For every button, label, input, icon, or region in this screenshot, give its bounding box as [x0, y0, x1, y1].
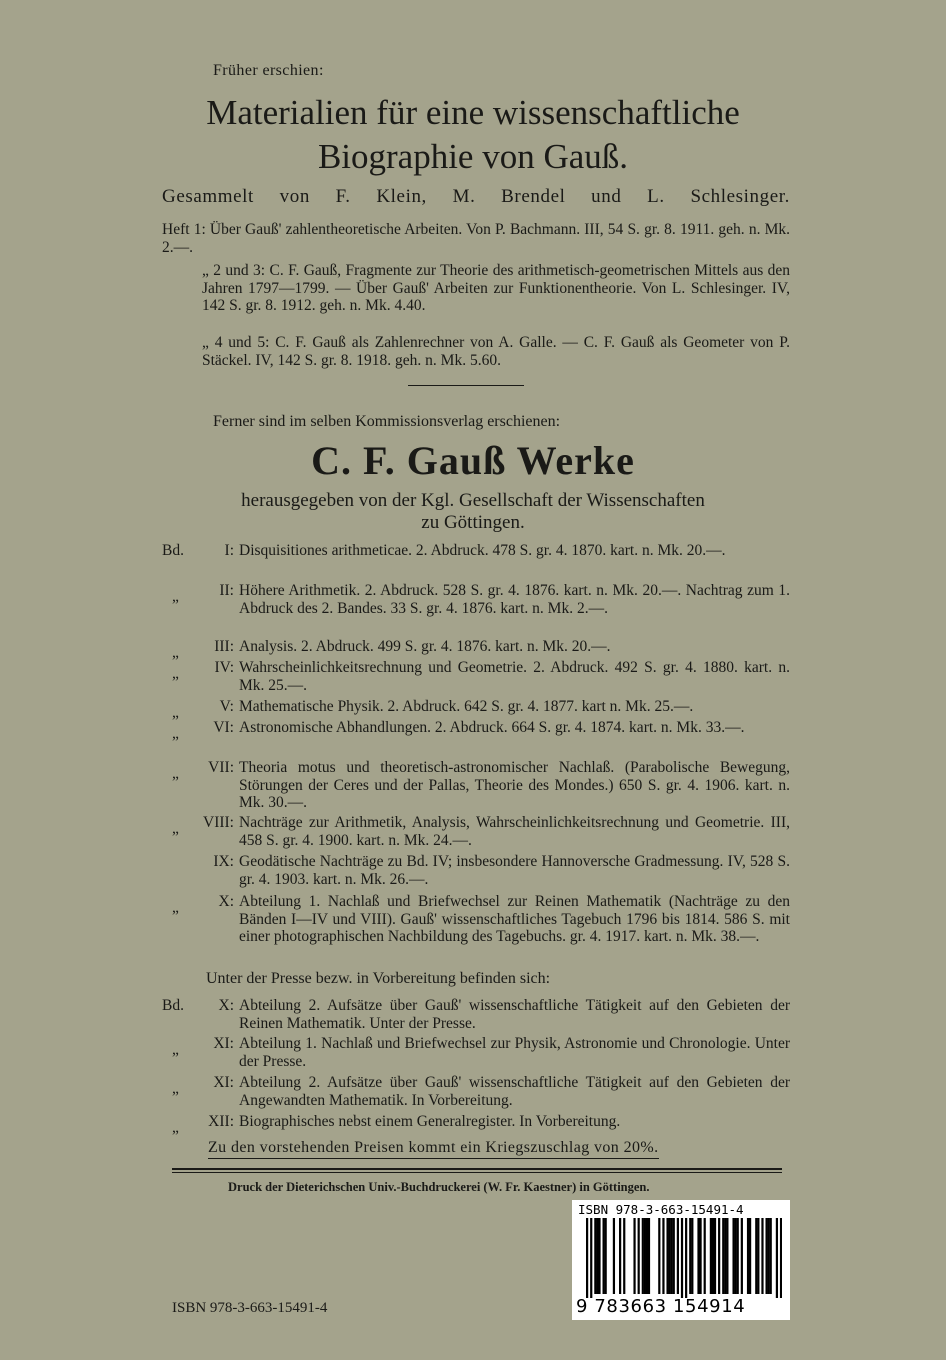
- barcode-bar: [699, 1218, 701, 1294]
- volume-text: Nachträge zur Arithmetik, Analysis, Wahrscheinlichkeitsrechnung und Geometrie. III, 458 S. gr. 4. 1900. kart. n. Mk. 24.—.: [239, 814, 790, 849]
- volume-entry: [162, 893, 790, 946]
- barcode-bar: [658, 1218, 660, 1294]
- press-intro: Unter der Presse bezw. in Vorbereitung befinden sich:: [206, 970, 551, 987]
- volume-number: IX:: [213, 853, 234, 870]
- barcode-bar: [605, 1218, 607, 1294]
- barcode-bar: [685, 1218, 687, 1298]
- volume-text: Abteilung 2. Aufsätze über Gauß' wissenschaftliche Tätigkeit auf den Gebieten der Angewandten Mathematik. In Vorbereitung.: [239, 1074, 790, 1109]
- volume-entry: [162, 853, 790, 888]
- volume-prefix: „: [172, 765, 179, 782]
- volume-number: X:: [218, 997, 234, 1014]
- collected-by: Gesammelt von F. Klein, M. Brendel und L. Schlesinger.: [162, 186, 790, 207]
- volume-prefix: Bd.: [162, 542, 184, 559]
- barcode-bar: [623, 1218, 625, 1294]
- barcode-bar: [633, 1218, 635, 1294]
- volume-prefix: „: [172, 644, 179, 661]
- volume-prefix: „: [172, 704, 179, 721]
- heft-entry: [162, 334, 790, 369]
- rule-thin: [172, 1172, 782, 1173]
- barcode-bar: [761, 1218, 763, 1294]
- volume-number: XI:: [213, 1074, 234, 1091]
- barcode-bar: [677, 1218, 679, 1294]
- barcode-bar: [768, 1218, 770, 1294]
- heft-entry: [162, 221, 790, 256]
- barcode-bar: [718, 1218, 720, 1294]
- barcode-bar: [666, 1218, 668, 1294]
- barcode-bar: [689, 1218, 691, 1294]
- barcode-bar: [671, 1218, 673, 1294]
- volume-number: VI:: [213, 719, 234, 736]
- barcode-bar: [590, 1218, 592, 1298]
- barcode-bar: [722, 1218, 724, 1294]
- barcode-bar: [747, 1218, 749, 1294]
- heft-text: C. F. Gauß als Zahlenrechner von A. Galle. — C. F. Gauß als Geometer von P. Stäckel. IV, 142 S. gr. 8. 1918. geh. n. Mk. 5.60.: [202, 334, 791, 369]
- volume-number: VIII:: [203, 814, 234, 831]
- barcode-bar: [724, 1218, 726, 1294]
- barcode-bar: [681, 1218, 683, 1298]
- volume-entry: [162, 698, 790, 721]
- rule-thick: [172, 1168, 782, 1170]
- barcode-bar: [770, 1218, 772, 1294]
- volume-text: Disquisitiones arithmeticae. 2. Abdruck. 478 S. gr. 4. 1870. kart. n. Mk. 20.—.: [239, 542, 726, 559]
- volume-text: Abteilung 1. Nachlaß und Briefwechsel zur Reinen Mathematik (Nachträge zu den Bänden I—IV und VIII). Gauß' wissenschaftliches Tagebuch 1796 bis 1814. 586 S. mit einer photographischen Nachbildung des Tagebuchs. gr. 4. 1917. kart. n. Mk. 38.—.: [239, 893, 790, 945]
- barcode-bar: [598, 1218, 600, 1294]
- volume-text: Höhere Arithmetik. 2. Abdruck. 528 S. gr. 4. 1876. kart. n. Mk. 20.—. Nachtrag zum 1. Abdruck des 2. Bandes. 33 S. gr. 4. 1876. kart. n. Mk. 2.—.: [239, 582, 790, 617]
- book-title-line1: Materialien für eine wissenschaftliche: [206, 93, 740, 132]
- barcode-bar: [669, 1218, 671, 1294]
- barcode-bar: [712, 1218, 714, 1294]
- barcode-bar: [691, 1218, 693, 1294]
- volume-text: Abteilung 2. Aufsätze über Gauß' wissenschaftliche Tätigkeit auf den Gebieten der Reinen Mathematik. Unter der Presse.: [239, 997, 790, 1032]
- barcode-bar: [648, 1218, 650, 1294]
- barcode-bar: [596, 1218, 598, 1294]
- volume-entry: [162, 997, 790, 1032]
- barcode-bar: [642, 1218, 644, 1294]
- heft-prefix: „ 4 und 5:: [202, 334, 270, 351]
- volume-entry: [162, 638, 790, 661]
- volume-text: Wahrscheinlichkeitsrechnung und Geometrie. 2. Abdruck. 492 S. gr. 4. 1880. kart. n. Mk. 25.—.: [239, 659, 790, 694]
- volume-entry: [162, 1035, 790, 1070]
- barcode-bar: [710, 1218, 712, 1294]
- volume-text: Theoria motus und theoretisch-astronomischer Nachlaß. (Parabolische Bewegung, Störungen der Ceres und der Pallas, Theorie des Mondes.) 650 S. gr. 4. 1906. kart. n. Mk. 30.—.: [239, 759, 790, 811]
- surcharge-note: Zu den vorstehenden Preisen kommt ein Kriegszuschlag von 20%.: [208, 1139, 659, 1159]
- volume-number: VII:: [208, 759, 234, 776]
- barcode-bar: [765, 1218, 767, 1294]
- volume-text: Astronomische Abhandlungen. 2. Abdruck. 664 S. gr. 4. 1874. kart. n. Mk. 33.—.: [239, 719, 745, 736]
- editor-line1: herausgegeben von der Kgl. Gesellschaft der Wissenschaften: [241, 490, 705, 511]
- volume-number: IV:: [214, 659, 234, 676]
- volume-number: III:: [214, 638, 234, 655]
- barcode-bar: [613, 1218, 615, 1294]
- barcode-isbn-label: ISBN 978-3-663-15491-4: [578, 1202, 744, 1217]
- volume-prefix: „: [172, 820, 179, 837]
- divider-short: [408, 385, 524, 386]
- volume-prefix: „: [172, 1041, 179, 1058]
- volume-entry: [162, 759, 790, 812]
- barcode-bar: [780, 1218, 782, 1298]
- volume-prefix: „: [172, 1119, 179, 1136]
- volume-number: XII:: [208, 1113, 234, 1130]
- volume-text: Geodätische Nachträge zu Bd. IV; insbesondere Hannoversche Gradmessung. IV, 528 S. gr. 4. 1903. kart. n. Mk. 26.—.: [239, 853, 790, 888]
- volume-text: Mathematische Physik. 2. Abdruck. 642 S. gr. 4. 1877. kart n. Mk. 25.—.: [239, 698, 694, 715]
- volume-entry: [162, 542, 790, 560]
- heft-prefix: „ 2 und 3:: [202, 262, 266, 279]
- heft-text: C. F. Gauß, Fragmente zur Theorie des arithmetisch-geometrischen Mittels aus den Jahren 1797—1799. — Über Gauß' Arbeiten zur Funktionentheorie. Von L. Schlesinger. IV, 142 S. gr. 8. 1912. geh. n. Mk. 4.40.: [202, 262, 791, 314]
- barcode-bar: [594, 1218, 596, 1294]
- volume-number: I:: [224, 542, 234, 559]
- volume-prefix: „: [172, 665, 179, 682]
- volume-prefix: „: [172, 1080, 179, 1097]
- further-intro: Ferner sind im selben Kommissionsverlag erschienen:: [213, 413, 561, 430]
- barcode-digits: 9 783663 154914: [576, 1296, 746, 1317]
- barcode-bar: [662, 1218, 664, 1294]
- barcode-bar: [638, 1218, 640, 1294]
- volume-prefix: „: [172, 588, 179, 605]
- volume-text: Abteilung 1. Nachlaß und Briefwechsel zur Physik, Astronomie und Chronologie. Unter der Presse.: [239, 1035, 790, 1070]
- volume-text: Biographisches nebst einem Generalregister. In Vorbereitung.: [239, 1113, 621, 1130]
- volume-prefix: „: [172, 899, 179, 916]
- barcode-bar: [776, 1218, 778, 1298]
- volume-prefix: Bd.: [162, 997, 184, 1014]
- volume-prefix: „: [172, 725, 179, 742]
- barcode-bar: [603, 1218, 605, 1294]
- barcode-bar: [757, 1218, 759, 1294]
- barcode-bar: [749, 1218, 751, 1294]
- barcode-bar: [735, 1218, 737, 1294]
- volume-entry: [162, 814, 790, 849]
- barcode-bar: [586, 1218, 588, 1298]
- barcode-bar: [732, 1218, 734, 1294]
- barcode-bar: [673, 1218, 675, 1294]
- earlier-label: Früher erschien:: [213, 62, 324, 79]
- barcode-bar: [697, 1218, 699, 1294]
- volume-entry: [162, 1113, 790, 1136]
- volume-number: XI:: [213, 1035, 234, 1052]
- werke-title: C. F. Gauß Werke: [311, 438, 635, 483]
- barcode-bar: [644, 1218, 646, 1294]
- barcode-bar: [704, 1218, 706, 1294]
- volume-entry: [162, 659, 790, 694]
- printer-note: Druck der Dieterichschen Univ.-Buchdruckerei (W. Fr. Kaestner) in Göttingen.: [228, 1180, 650, 1194]
- volume-entry: [162, 1074, 790, 1109]
- barcode-bar: [726, 1218, 728, 1294]
- heft-text: Über Gauß' zahlentheoretische Arbeiten. Von P. Bachmann. III, 54 S. gr. 8. 1911. geh. n. Mk. 2.—.: [162, 221, 790, 256]
- barcode-bars: [586, 1218, 782, 1298]
- volume-text: Analysis. 2. Abdruck. 499 S. gr. 4. 1876. kart. n. Mk. 20.—.: [239, 638, 611, 655]
- volume-number: X:: [218, 893, 234, 910]
- barcode-bar: [737, 1218, 739, 1294]
- heft-prefix: Heft 1:: [162, 221, 206, 238]
- barcode-bar: [714, 1218, 716, 1294]
- editor-line2: zu Göttingen.: [421, 512, 525, 533]
- book-title-line2: Biographie von Gauß.: [317, 137, 629, 176]
- barcode-bar: [646, 1218, 648, 1294]
- barcode-box: [572, 1200, 790, 1320]
- heft-entry: [162, 262, 790, 315]
- barcode-bar: [619, 1218, 621, 1294]
- volume-number: II:: [219, 582, 234, 599]
- isbn-footer: ISBN 978-3-663-15491-4: [172, 1300, 328, 1316]
- volume-number: V:: [219, 698, 234, 715]
- volume-entry: [162, 582, 790, 617]
- barcode-bar: [755, 1218, 757, 1294]
- barcode-bar: [741, 1218, 743, 1294]
- volume-entry: [162, 719, 790, 742]
